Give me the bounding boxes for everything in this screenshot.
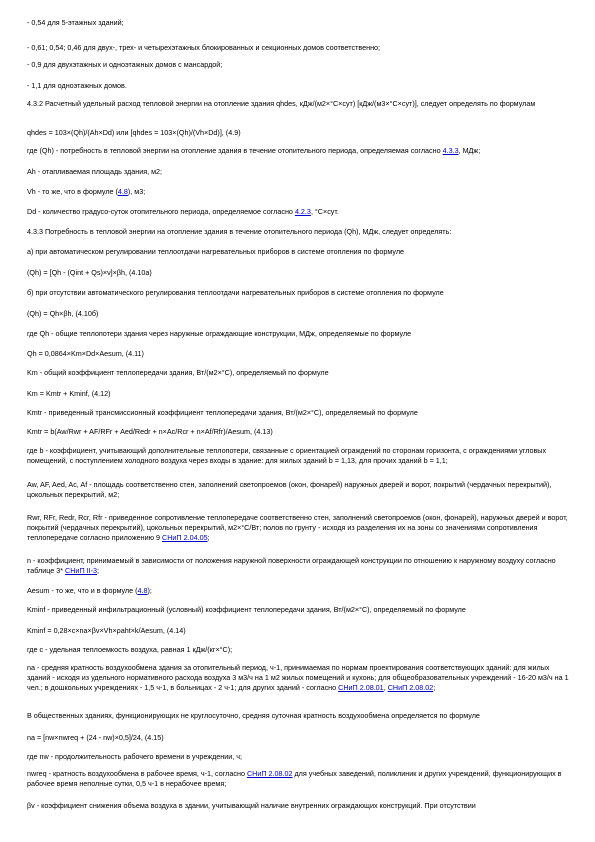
line-text: где Qh - общие теплопотери здания через наружные ограждающие конструкции, МДж, определяемые по формуле — [27, 329, 412, 338]
line-text: ); — [147, 586, 152, 595]
line-text: , МДж; — [458, 146, 481, 155]
line-text: (Qh) = [Qh - (Qint + Qs)×ν]×βh, (4.10а) — [27, 268, 152, 277]
reference-link[interactable]: СНиП 2.08.02 — [387, 682, 434, 692]
reference-link[interactable]: СНиП 2.04.05 — [162, 532, 208, 542]
text-line — [27, 626, 572, 636]
text-line — [27, 389, 572, 399]
line-text: , — [383, 682, 388, 692]
line-text: , °С×сут. — [310, 207, 339, 216]
line-text: Aesum - то же, что и в формуле ( — [27, 586, 138, 595]
line-text: - 0,61; 0,54; 0,46 для двух-, трех- и четырехэтажных блокированных и секционных домов соответственно; — [27, 43, 381, 52]
line-text: Ah - отапливаемая площадь здания, м2; — [27, 167, 163, 176]
line-text: для учебных заведений, поликлиник и других учреждений, функционирующих в рабочее время неполные сутки, 0,5 ч-1 в нерабочее время; — [27, 769, 562, 788]
text-line — [27, 513, 572, 542]
line-text: 4.3.3 Потребность в тепловой энергии на отопление здания в течение отопительного периода (Qh), МДж, следует определять: — [27, 227, 452, 236]
line-text: Rwr, RFr, Redr, Rcr, Rfr - приведенное сопротивление теплопередаче соответственно стен, заполнений светопроемов (окон, фонарей), наружных дверей и ворот, покрытий (чердачных перекрытий), цокольных перекрытий, м2×°С/Вт; полов по грунту - исходя из разделения их на зоны со значениями сопротивления теплопередаче согласно приложению 9 — [27, 513, 568, 542]
line-text: Kmtr - приведенный трансмиссионный коэффициент теплопередачи здания, Вт/(м2×°С), определяемый по формуле — [27, 408, 418, 417]
line-text: - 1,1 для одноэтажных домов. — [27, 81, 127, 90]
text-line — [27, 769, 572, 789]
reference-link[interactable]: СНиП 2.08.02 — [246, 769, 293, 778]
line-text: Km = Kmtr + Kminf, (4.12) — [27, 389, 111, 398]
text-line — [27, 128, 572, 138]
line-text: б) при отсутствии автоматического регулирования теплоотдачи нагревательных приборов в системе отопления по формуле — [27, 288, 444, 297]
text-line — [27, 645, 572, 655]
text-line — [27, 247, 572, 257]
line-text: Km - общий коэффициент теплопередачи здания, Вт/(м2×°С), определяемый по формуле — [27, 368, 329, 377]
line-text: qhdes = 103×(Qh)/(Ah×Dd) или [qhdes = 103×(Qh)/(Vh×Dd)], (4.9) — [27, 128, 241, 137]
line-text: где b - коэффициент, учитывающий дополнительные теплопотери, связанные с ориентацией ограждений по сторонам горизонта, с ограждениями угловых помещений, с поступлением холодного воздуха через входы в здание: для жилых зданий b = 1,13, для прочих зданий b = 1,1; — [27, 446, 547, 465]
line-text: Vh - то же, что в формуле ( — [27, 187, 118, 196]
line-text: ), м3; — [127, 187, 146, 196]
line-text: Kminf = 0,28×c×na×βv×Vh×ρaht×k/Aesum, (4.14) — [27, 626, 186, 635]
text-line — [27, 81, 572, 91]
text-line — [27, 427, 572, 437]
line-text: где nw - продолжительность рабочего времени в учреждении, ч; — [27, 752, 243, 761]
text-line — [27, 60, 572, 70]
text-line — [27, 288, 572, 298]
line-text: ; — [207, 532, 210, 542]
line-text: - 0,54 для 5-этажных зданий; — [27, 18, 124, 27]
text-line — [27, 329, 572, 339]
text-line — [27, 309, 572, 319]
text-line — [27, 408, 572, 418]
text-line — [27, 187, 572, 197]
text-line — [27, 733, 572, 743]
text-line — [27, 711, 572, 721]
text-line — [27, 207, 572, 217]
text-line — [27, 349, 572, 359]
line-text: na = [nw×nwreq + (24 - nw)×0,5]/24, (4.15) — [27, 733, 164, 742]
line-text: na - средняя кратность воздухообмена здания за отопительный период, ч-1, принимаемая по нормам проектирования соответствующих зданий: для жилых зданий - исходя из удельного нормативного расхода воздуха 3 м3/ч на 1 м2 жилых помещений и кухонь; для общеобразовательных учреждений - 16-20 м3/ч на 1 чел.; в дошкольных учреждениях - 1,5 ч-1, в больницах - 2 ч-1; для других зданий - согласно — [27, 663, 569, 692]
text-line — [27, 99, 572, 109]
reference-link[interactable]: 4.3.3 — [442, 146, 459, 155]
line-text: а) при автоматическом регулировании теплоотдачи нагревательных приборов в системе отопления по формуле — [27, 247, 405, 256]
line-text: где c - удельная теплоемкость воздуха, равная 1 кДж/(кг×°С); — [27, 645, 233, 654]
line-text: - 0,9 для двухэтажных и одноэтажных домов с мансардой; — [27, 60, 223, 69]
text-line — [27, 446, 572, 466]
reference-link[interactable]: 4.8 — [117, 187, 128, 196]
line-text: Kminf - приведенный инфильтрационный (условный) коэффициент теплопередачи здания, Вт/(м2×°С), определяемый по формуле — [27, 605, 466, 614]
text-line — [27, 480, 572, 500]
line-text: nwreq - кратность воздухообмена в рабочее время, ч-1, согласно — [27, 769, 247, 778]
line-text: Kmtr = b(Aw/Rwr + AF/RFr + Aed/Redr + n×Ac/Rcr + n×Af/Rfr)/Aesum, (4.13) — [27, 427, 273, 436]
text-line — [27, 268, 572, 278]
text-line — [27, 801, 572, 811]
line-text: В общественных зданиях, функционирующих не круглосуточно, средняя суточная кратность воздухообмена определяется по формуле — [27, 711, 480, 720]
line-text: βv - коэффициент снижения объема воздуха в здании, учитывающий наличие внутренних ограждающих конструкций. При отсутствии — [27, 801, 476, 810]
line-text: Dd - количество градусо-суток отопительного периода, определяемое согласно — [27, 207, 295, 216]
line-text: ; — [433, 682, 436, 692]
text-line — [27, 556, 572, 576]
text-line — [27, 663, 572, 692]
text-line — [27, 18, 572, 28]
line-text: n - коэффициент, принимаемый в зависимости от положения наружной поверхности ограждающей конструкции по отношению к наружному воздуху согласно таблице 3* — [27, 556, 556, 575]
text-line — [27, 752, 572, 762]
text-line — [27, 227, 572, 237]
line-text: Aw, AF, Aed, Ac, Af - площадь соответственно стен, заполнений светопроемов (окон, фонарей) наружных дверей и ворот, покрытий (чердачных перекрытий), цокольных перекрытий, м2; — [27, 480, 552, 499]
reference-link[interactable]: 4.2.3 — [294, 207, 311, 216]
reference-link[interactable]: СНиП II-3 — [65, 565, 97, 575]
text-line — [27, 586, 572, 596]
line-text: 4.3.2 Расчетный удельный расход тепловой энергии на отопление здания qhdes, кДж/(м2×°С×сут) [кДж/(м3×°С×сут)], следует определять по формулам — [27, 99, 536, 108]
text-line — [27, 605, 572, 615]
reference-link[interactable]: СНиП 2.08.01 — [338, 682, 384, 692]
reference-link[interactable]: 4.8 — [137, 586, 148, 595]
text-line — [27, 368, 572, 378]
line-text: Qh = 0,0864×Km×Dd×Aesum, (4.11) — [27, 349, 144, 358]
line-text: ; — [97, 565, 99, 575]
text-line — [27, 43, 572, 53]
text-line — [27, 167, 572, 177]
text-line — [27, 146, 572, 156]
line-text: (Qh) = Qh×βh, (4.10б) — [27, 309, 99, 318]
line-text: где (Qh) - потребность в тепловой энергии на отопление здания в течение отопительного периода, определяемая согласно — [27, 146, 443, 155]
